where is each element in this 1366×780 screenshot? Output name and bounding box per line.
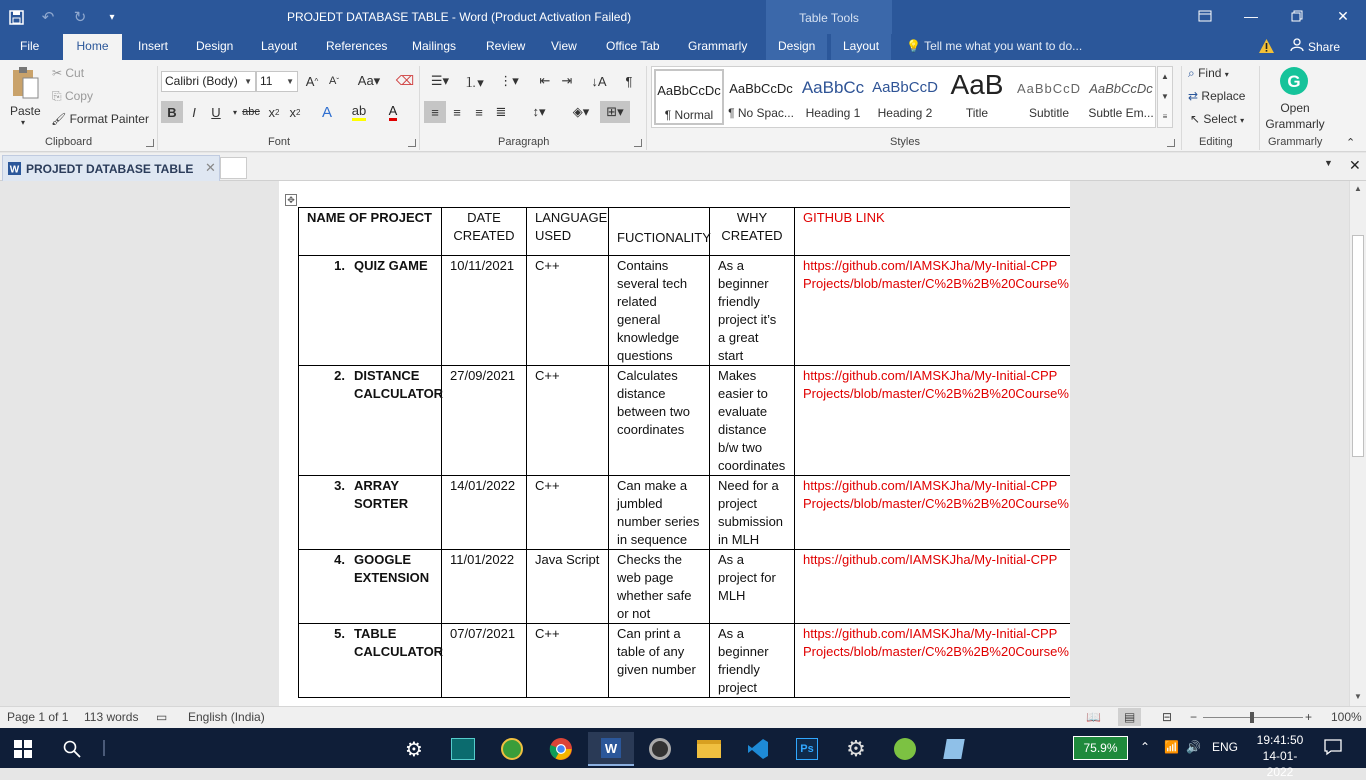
header-cell[interactable]	[527, 208, 609, 256]
styles-group-label: Styles	[890, 136, 920, 148]
italic-button[interactable]: I	[192, 104, 196, 120]
ribbon	[0, 60, 1366, 152]
style-subtle-emphasis[interactable]	[1086, 69, 1156, 125]
cut-label: Cut	[65, 66, 85, 80]
table-cell[interactable]	[299, 366, 442, 476]
taskbar-divider	[103, 740, 105, 756]
group-divider	[419, 66, 420, 150]
quick-access-toolbar	[0, 0, 128, 34]
search-icon: ⌕	[1188, 66, 1195, 80]
project-name: GOOGLE EXTENSION	[354, 552, 430, 585]
open-label: Open	[1280, 101, 1310, 115]
paragraph-group-label: Paragraph	[498, 136, 550, 148]
cut-button[interactable]: ✂ Cut	[52, 66, 85, 80]
grammarly-group-label: Grammarly	[1268, 136, 1323, 148]
date-created: 27/09/2021	[450, 368, 516, 383]
style-name: Title	[965, 106, 989, 120]
font-size-value: 11	[260, 74, 273, 88]
functionality: Checks the web page whether safe or not	[617, 552, 692, 621]
zoom-slider-thumb[interactable]	[1250, 712, 1254, 723]
date-created: 10/11/2021	[450, 258, 515, 273]
header-cell[interactable]	[710, 208, 795, 256]
window-title: PROJEDT DATABASE TABLE - Word (Product Activation Failed)	[287, 10, 632, 24]
group-divider	[157, 66, 158, 150]
github-link-continued[interactable]: Projects/blob/master/C%2B%2B%20Course%	[803, 276, 1069, 291]
style-name: Heading 1	[805, 106, 861, 120]
language-used: Java Script	[535, 552, 600, 567]
tab-table-design[interactable]: Design	[766, 34, 827, 60]
style-sample: AaBbCcD	[1016, 81, 1082, 96]
highlight-color-icon[interactable]: ab	[348, 101, 370, 123]
volume-icon[interactable]: 🔊	[1186, 740, 1201, 754]
language-indicator[interactable]: English (India)	[188, 710, 265, 724]
warning-icon[interactable]	[1258, 38, 1275, 55]
find-button[interactable]	[1188, 66, 1229, 81]
row-number: 4.	[334, 552, 345, 567]
clipboard-group-label: Clipboard	[45, 136, 93, 148]
sort-icon[interactable]: ↓A	[591, 73, 607, 89]
project-name: TABLE CALCULATOR	[354, 626, 444, 659]
underline-button[interactable]: U	[211, 104, 221, 120]
tell-me-search[interactable]	[906, 39, 1082, 53]
close-document-icon[interactable]: ✕	[1349, 157, 1361, 173]
show-hidden-icons-icon[interactable]: ⌃	[1140, 740, 1151, 754]
decrease-indent-icon[interactable]: ⇤	[539, 73, 551, 88]
find-label: Find	[1198, 66, 1222, 80]
replace-icon: ⇄	[1188, 89, 1199, 103]
share-label: Share	[1308, 39, 1341, 54]
github-link[interactable]: https://github.com/IAMSKJha/My-Initial-CPP	[803, 552, 1058, 567]
table-row	[299, 366, 1129, 476]
style-name: ¶ No Spac...	[728, 106, 794, 120]
document-area	[0, 181, 1349, 706]
read-mode-icon[interactable]: 📖	[1086, 710, 1101, 724]
project-name: QUIZ GAME	[354, 258, 428, 273]
minimize-icon[interactable]: —	[1244, 8, 1258, 24]
word-count[interactable]: 113 words	[84, 710, 139, 724]
lightbulb-icon: 💡	[906, 39, 921, 53]
app-icon-green[interactable]	[882, 732, 928, 766]
document-tab-bar	[0, 153, 1366, 181]
paste-dropdown-icon: ▾	[21, 118, 26, 127]
style-sample: AaBbCcD	[872, 79, 938, 96]
table-cell[interactable]	[299, 550, 442, 624]
table-cell[interactable]	[299, 476, 442, 550]
header-date-created: DATE CREATED	[453, 210, 515, 243]
style-title[interactable]	[942, 69, 1012, 125]
cursor-icon: ↖	[1190, 112, 1201, 126]
row-number: 2.	[334, 368, 345, 383]
paste-button[interactable]	[8, 64, 42, 134]
format-painter-button[interactable]	[51, 112, 149, 126]
why-created: As a beginner friendly project	[718, 626, 769, 695]
style-name: Subtle Em...	[1088, 106, 1154, 120]
document-tab-title: PROJEDT DATABASE TABLE	[26, 162, 194, 176]
app-icon-globe[interactable]	[489, 732, 535, 766]
paste-icon	[10, 66, 40, 100]
tab-office-tab[interactable]: Office Tab	[606, 39, 660, 53]
style-sample: AaBbCc	[801, 78, 865, 97]
table-cell[interactable]	[609, 476, 710, 550]
table-cell[interactable]	[527, 256, 609, 366]
grammarly-icon	[1279, 66, 1309, 96]
align-right-icon[interactable]: ≡	[475, 104, 483, 120]
paste-label: Paste	[10, 104, 41, 118]
table-cell[interactable]	[710, 550, 795, 624]
more-styles-icon[interactable]: ≡	[1162, 112, 1168, 121]
tab-references[interactable]: References	[326, 39, 388, 53]
table-cell[interactable]	[609, 256, 710, 366]
font-size-combo[interactable]	[256, 71, 298, 92]
underline-dropdown-icon[interactable]: ▾	[232, 107, 237, 117]
redo-icon[interactable]: ↻	[73, 9, 87, 26]
grammarly-label: Grammarly	[1265, 117, 1325, 131]
shrink-font-icon[interactable]: A ˇ	[328, 75, 339, 87]
header-name-of-project: NAME OF PROJECT	[307, 210, 432, 225]
search-icon[interactable]	[49, 732, 95, 766]
notifications-icon[interactable]	[1324, 738, 1342, 759]
style-sample: AaBbCcDc	[657, 83, 721, 98]
copy-button[interactable]: ⎘ Copy	[52, 89, 93, 103]
multilevel-list-icon[interactable]: ⋮▾	[499, 73, 519, 88]
date-created: 14/01/2022	[450, 478, 516, 493]
language-used: C++	[535, 478, 560, 493]
font-group-label: Font	[268, 136, 291, 148]
numbering-icon[interactable]: ⒈▾	[464, 74, 484, 90]
windows-start-icon[interactable]	[0, 732, 46, 766]
date-created: 11/01/2022	[450, 552, 515, 567]
functionality: Contains several tech related general knowledge questions	[617, 258, 688, 363]
page-count[interactable]: Page 1 of 1	[7, 710, 69, 724]
scroll-up-icon[interactable]: ▲	[1161, 72, 1169, 81]
justify-icon[interactable]: ≣	[495, 104, 507, 119]
style-heading-2[interactable]	[870, 69, 940, 125]
superscript-button[interactable]: x 2	[289, 104, 301, 120]
word-doc-icon	[7, 161, 22, 176]
tab-home[interactable]: Home	[63, 34, 122, 60]
vertical-scrollbar[interactable]	[1349, 181, 1366, 706]
show-formatting-icon[interactable]: ¶	[625, 73, 633, 89]
ribbon-display-options-icon[interactable]	[1182, 0, 1228, 32]
select-label: Select	[1203, 112, 1237, 126]
table-row	[299, 256, 1129, 366]
scroll-down-icon[interactable]: ▼	[1161, 92, 1169, 101]
github-link-continued[interactable]: Projects/blob/master/C%2B%2B%20Course%	[803, 386, 1069, 401]
text-effects-icon[interactable]: A	[321, 103, 332, 121]
word-taskbar-icon[interactable]	[588, 732, 634, 766]
title-bar	[0, 0, 1366, 34]
tab-view[interactable]: View	[551, 39, 577, 53]
project-name: ARRAY SORTER	[354, 478, 409, 511]
style-normal[interactable]	[654, 69, 724, 125]
table-cell[interactable]	[527, 366, 609, 476]
media-player-icon[interactable]	[637, 732, 683, 766]
zoom-out-icon[interactable]: −	[1190, 710, 1198, 724]
tell-me-text: Tell me what you want to do...	[924, 39, 1083, 53]
open-grammarly-button[interactable]	[1263, 64, 1327, 134]
table-cell[interactable]	[299, 624, 442, 698]
header-cell[interactable]	[299, 208, 442, 256]
tab-design[interactable]: Design	[196, 39, 234, 53]
why-created: Need for a project submission in MLH	[718, 478, 784, 547]
document-tab[interactable]	[2, 155, 220, 181]
editing-group-label: Editing	[1199, 136, 1233, 148]
photoshop-icon[interactable]: Ps	[784, 732, 830, 766]
project-table[interactable]	[298, 207, 1129, 698]
table-cell[interactable]	[442, 476, 527, 550]
row-number: 5.	[334, 626, 345, 641]
tab-insert[interactable]: Insert	[138, 39, 169, 53]
table-cell[interactable]	[609, 366, 710, 476]
paragraph-launcher-icon[interactable]	[634, 139, 642, 147]
tab-file[interactable]: File	[20, 39, 40, 53]
subscript-button[interactable]: x 2	[268, 104, 280, 120]
print-layout-icon[interactable]: ▤	[1118, 708, 1141, 726]
close-tab-icon[interactable]: ✕	[205, 160, 216, 175]
table-cell[interactable]	[442, 550, 527, 624]
header-functionality: FUCTIONALITY	[617, 230, 711, 245]
language-used: C++	[535, 258, 560, 273]
style-sample: AaBbCcDc	[729, 81, 793, 96]
web-layout-icon[interactable]: ⊟	[1162, 710, 1173, 724]
header-why-created: WHY CREATED	[721, 210, 783, 243]
input-language[interactable]: ENG	[1212, 740, 1239, 754]
row-number: 3.	[334, 478, 345, 493]
style-no-spacing[interactable]	[726, 69, 796, 125]
clock-date: 14-01-2022	[1262, 749, 1298, 779]
font-launcher-icon[interactable]	[408, 139, 416, 147]
github-link[interactable]: https://github.com/IAMSKJha/My-Initial-CPP	[803, 478, 1058, 493]
language-used: C++	[535, 368, 560, 383]
table-cell[interactable]	[527, 550, 609, 624]
collapse-ribbon-icon[interactable]: ⌃	[1346, 137, 1356, 149]
why-created: As a project for MLH	[718, 552, 776, 603]
table-cell[interactable]	[710, 366, 795, 476]
strikethrough-button[interactable]: abc	[242, 106, 260, 118]
table-cell[interactable]	[710, 256, 795, 366]
align-left-icon[interactable]: ≡	[424, 101, 446, 123]
table-cell[interactable]	[710, 476, 795, 550]
format-painter-icon: 🖌	[51, 112, 67, 126]
share-button[interactable]	[1290, 38, 1340, 55]
github-link[interactable]: https://github.com/IAMSKJha/My-Initial-CPP	[803, 258, 1058, 273]
table-row	[299, 476, 1129, 550]
zoom-in-icon[interactable]: +	[1305, 710, 1313, 724]
scrollbar-thumb[interactable]	[1352, 235, 1364, 457]
table-cell[interactable]	[609, 550, 710, 624]
svg-text:W: W	[9, 164, 20, 176]
clock-time: 19:41:50	[1256, 733, 1304, 747]
table-cell[interactable]	[442, 256, 527, 366]
language-used: C++	[535, 626, 560, 641]
ribbon-tabs	[0, 34, 1366, 60]
new-tab-button[interactable]	[220, 157, 247, 179]
align-center-icon[interactable]: ≡	[453, 104, 461, 120]
style-name: Heading 2	[877, 106, 933, 120]
group-divider	[1181, 66, 1182, 150]
replace-button[interactable]	[1188, 89, 1245, 103]
chevron-down-icon: ▾	[1240, 116, 1245, 125]
settings-gear-icon[interactable]: ⚙	[405, 738, 423, 761]
header-cell[interactable]	[609, 208, 710, 256]
app-icon-blue-doc[interactable]	[931, 732, 977, 766]
project-name: DISTANCE CALCULATOR	[354, 368, 444, 401]
group-divider	[646, 66, 647, 150]
close-window-icon[interactable]: ✕	[1337, 7, 1349, 24]
github-link[interactable]: https://github.com/IAMSKJha/My-Initial-CPP	[803, 626, 1058, 641]
chrome-icon[interactable]	[538, 732, 584, 766]
table-cell[interactable]	[442, 366, 527, 476]
style-name: ¶ Normal	[664, 108, 714, 122]
table-row	[299, 624, 1129, 698]
why-created: As a beginner friendly project it’s a great start	[718, 258, 777, 363]
proofing-icon[interactable]: ▭	[156, 710, 168, 724]
battery-indicator[interactable]: 75.9%	[1073, 736, 1128, 760]
functionality: Can print a table of any given number	[617, 626, 696, 677]
tab-layout[interactable]: Layout	[261, 39, 298, 53]
zoom-level[interactable]: 100%	[1331, 710, 1362, 724]
app-icon-gear-light[interactable]: ⚙	[846, 736, 866, 761]
table-cell[interactable]	[527, 624, 609, 698]
windows-taskbar	[0, 728, 1366, 779]
table-row	[299, 550, 1129, 624]
header-language-used: LANGUAGE USED	[535, 210, 608, 243]
undo-icon[interactable]: ↶	[41, 9, 55, 26]
chevron-down-icon: ▼	[286, 77, 294, 86]
styles-scroll[interactable]	[1157, 66, 1173, 128]
status-bar	[0, 706, 1366, 728]
file-explorer-icon[interactable]	[686, 732, 732, 766]
app-icon-terminal[interactable]	[440, 732, 486, 766]
clear-formatting-icon[interactable]: ⌫	[395, 73, 415, 88]
style-sample: AaBbCcDc	[1089, 81, 1153, 96]
clipboard-launcher-icon[interactable]	[146, 139, 154, 147]
svg-text:W: W	[604, 741, 618, 756]
table-cell[interactable]	[527, 476, 609, 550]
person-icon	[1290, 38, 1304, 55]
github-link-continued[interactable]: Projects/blob/master/C%2B%2B%20Course%	[803, 644, 1069, 659]
chevron-down-icon: ▾	[1224, 70, 1229, 79]
functionality: Calculates distance between two coordinates	[617, 368, 690, 437]
header-github-link: GITHUB LINK	[803, 210, 885, 225]
github-link[interactable]: https://github.com/IAMSKJha/My-Initial-CPP	[803, 368, 1058, 383]
wifi-icon[interactable]: 📶	[1164, 740, 1179, 754]
bold-button[interactable]: B	[161, 101, 183, 123]
styles-launcher-icon[interactable]	[1167, 139, 1175, 147]
table-cell[interactable]	[299, 256, 442, 366]
why-created: Makes easier to evaluate distance b/w two coordinates	[718, 368, 786, 473]
tab-table-layout[interactable]: Layout	[831, 34, 891, 60]
scroll-down-icon[interactable]: ▼	[1354, 692, 1362, 701]
vscode-icon[interactable]	[735, 732, 781, 766]
tab-list-dropdown-icon[interactable]: ▼	[1324, 158, 1333, 168]
functionality: Can make a jumbled number series in sequence	[617, 478, 700, 547]
table-header-row	[299, 208, 1129, 256]
svg-text:G: G	[1287, 72, 1301, 91]
table-cell[interactable]	[442, 624, 527, 698]
style-sample: AaB	[950, 69, 1004, 100]
styles-gallery	[651, 66, 1156, 128]
font-name-combo[interactable]	[161, 71, 256, 92]
tab-review[interactable]: Review	[486, 39, 526, 53]
style-heading-1[interactable]	[798, 69, 868, 125]
change-case-icon[interactable]: Aa▾	[357, 73, 381, 88]
group-divider	[1259, 66, 1260, 150]
restore-icon[interactable]	[1274, 0, 1320, 32]
font-color-icon[interactable]: A	[382, 101, 404, 123]
scroll-up-icon[interactable]: ▲	[1354, 184, 1362, 193]
table-tools-label: Table Tools	[799, 11, 859, 25]
table-move-handle-icon[interactable]: ✥	[285, 194, 297, 206]
tab-mailings[interactable]: Mailings	[412, 39, 457, 53]
tab-grammarly[interactable]: Grammarly	[688, 39, 748, 53]
style-name: Subtitle	[1028, 106, 1070, 120]
date-created: 07/07/2021	[450, 626, 516, 641]
line-spacing-icon[interactable]: ↕▾	[532, 104, 546, 119]
table-cell[interactable]	[609, 624, 710, 698]
save-icon[interactable]	[0, 2, 32, 32]
clock[interactable]	[1250, 732, 1310, 780]
format-painter-label: Format Painter	[69, 112, 149, 126]
customize-qat-icon[interactable]: ▾	[109, 11, 115, 23]
header-cell[interactable]	[442, 208, 527, 256]
style-subtitle[interactable]	[1014, 69, 1084, 125]
chevron-down-icon: ▼	[244, 77, 252, 86]
row-number: 1.	[334, 258, 345, 273]
replace-label: Replace	[1201, 89, 1246, 103]
increase-indent-icon[interactable]: ⇥	[561, 73, 573, 88]
select-button[interactable]	[1190, 112, 1244, 126]
font-name-value: Calibri (Body)	[165, 74, 238, 88]
copy-label: Copy	[64, 89, 93, 103]
github-link-continued[interactable]: Projects/blob/master/C%2B%2B%20Course%	[803, 496, 1069, 511]
shading-icon[interactable]: ◈▾	[572, 104, 590, 119]
bullets-icon[interactable]: ☰▾	[430, 73, 450, 88]
borders-icon[interactable]: ⊞▾	[600, 101, 630, 123]
page-margin-gray	[1070, 181, 1349, 706]
table-cell[interactable]	[710, 624, 795, 698]
grow-font-icon[interactable]: A ^	[305, 73, 319, 89]
